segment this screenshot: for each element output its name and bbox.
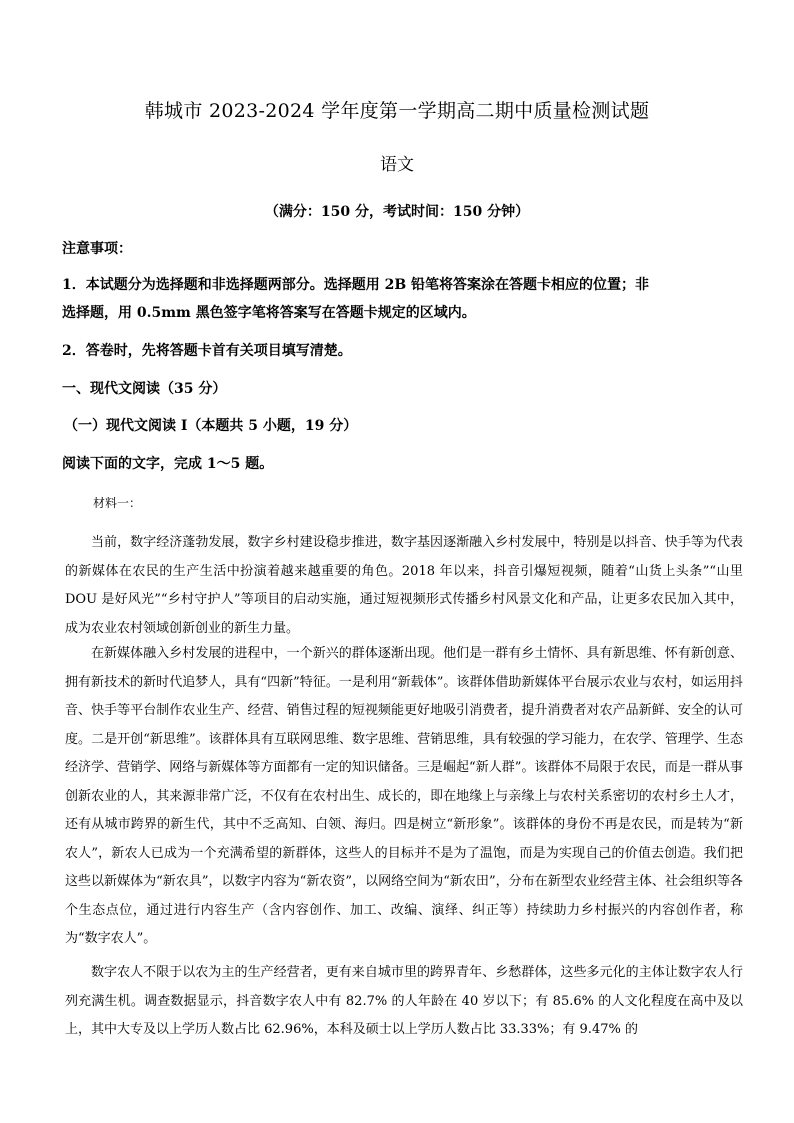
notice-heading: 注意事项：: [62, 241, 132, 257]
paragraph-1: 当前，数字经济蓬勃发展，数字乡村建设稳步推进，数字基因逐渐融入乡村发展中，特别是以抖音、快手等为代表的新媒体在农民的生产生活中扮演着越来越重要的角色。2018 年以来，抖音引爆短视频，随着“山货上头条”“山里 DOU 是好风光”“乡村守护人”等项目的启动实施，通过短视频形式传播乡村风景文化和产品，让更多农民加入其中，成为农业农村领域创新创业的新生力量。: [65, 535, 743, 636]
material-label: 材料一：: [93, 496, 142, 510]
reading-instruction: 阅读下面的文字，完成 1～5 题。: [62, 456, 274, 472]
score-info: （满分：150 分，考试时间：150 分钟）: [264, 204, 530, 220]
subsection-heading: （一）现代文阅读 I（本题共 5 小题，19 分）: [64, 418, 358, 434]
paragraph-3: 数字农人不限于以农为主的生产经营者，更有来自城市里的跨界青年、乡愁群体，这些多元化的主体让数字农人行列充满生机。调查数据显示，抖音数字农人中有 82.7% 的人年龄在 40 岁以下；有 85.6% 的人文化程度在高中及以上，其中大专及以上学历人数占比 62.96%，本科及硕士以上学历人数占比 33.33%；有 9.47% 的: [65, 965, 743, 1037]
notice-item-1-line-2: 选择题，用 0.5mm 黑色签字笔将答案写在答题卡规定的区域内。: [62, 305, 476, 321]
exam-title: 韩城市 2023-2024 学年度第一学期高二期中质量检测试题: [144, 100, 650, 122]
section-heading: 一、现代文阅读（35 分）: [62, 381, 227, 397]
notice-item-2: 2．答卷时，先将答题卡首有关项目填写清楚。: [62, 343, 352, 359]
notice-item-1-line-1: 1．本试题分为选择题和非选择题两部分。选择题用 2B 铅笔将答案涂在答题卡相应的位置；非: [62, 277, 650, 293]
subject-title: 语文: [380, 155, 414, 175]
paragraph-2: 在新媒体融入乡村发展的进程中，一个新兴的群体逐渐出现。他们是一群有乡土情怀、具有新思维、怀有新创意、拥有新技术的新时代追梦人，具有“四新”特征。一是利用“新载体”。该群体借助新媒体平台展示农业与农村，如运用抖音、快手等平台制作农业生产、经营、销售过程的短视频能更好地吸引消费者，提升消费者对农产品新鲜、安全的认可度。二是开创“新思维”。该群体具有互联网思维、数字思维、营销思维，具有较强的学习能力，在农学、管理学、生态经济学、营销学、网络与新媒体等方面都有一定的知识储备。三是崛起“新人群”。该群体不局限于农民，而是一群从事创新农业的人，其来源非常广泛，不仅有在农村出生、成长的，即在地缘上与亲缘上与农村关系密切的农村乡土人才，还有从城市跨界的新生代，其中不乏高知、白领、海归。四是树立“新形象”。该群体的身份不再是农民，而是转为“新农人”，新农人已成为一个充满希望的新群体，这些人的目标并不是为了温饱，而是为实现自己的价值去创造。我们把这些以新媒体为“新农具”，以数字内容为“新农资”，以网络空间为“新农田”，分布在新型农业经营主体、社会组织等各个生态点位，通过进行内容生产（含内容创作、加工、改编、演绎、纠正等）持续助力乡村振兴的内容创作者，称为“数字农人”。: [65, 646, 743, 946]
